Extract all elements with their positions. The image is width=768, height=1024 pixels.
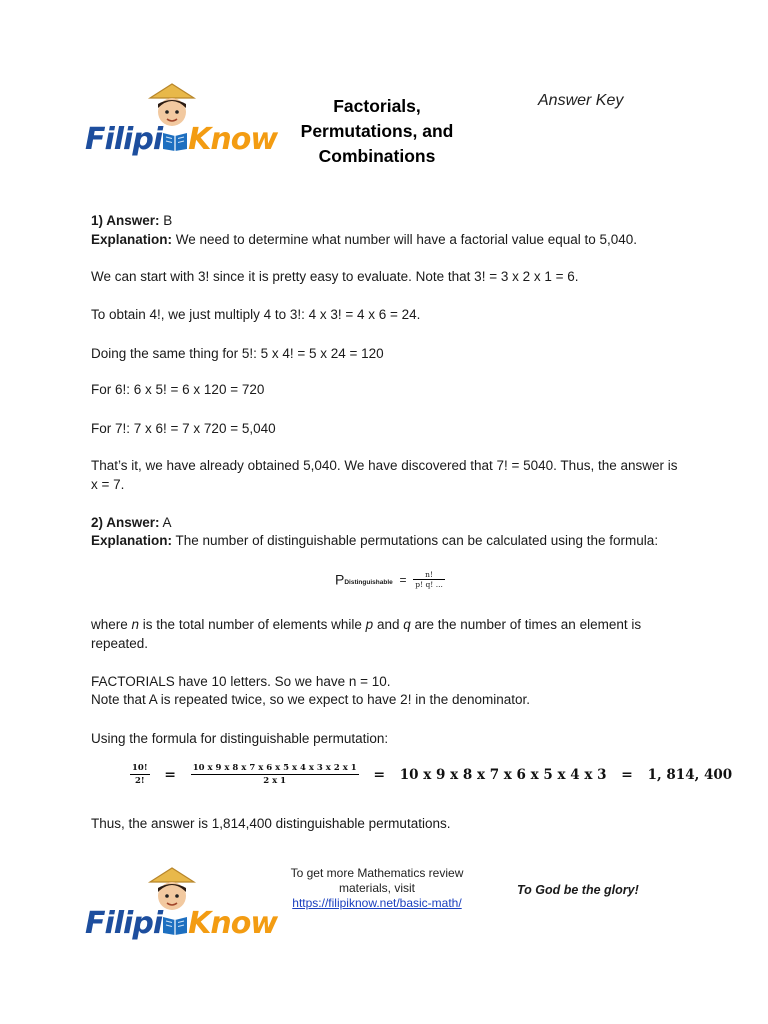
q1-paragraph-2: To obtain 4!, we just multiply 4 to 3!: 4 x 3! = 4 x 6 = 24. — [91, 307, 421, 322]
big-numerator-1: 10! — [132, 763, 148, 773]
q2-explanation — [91, 531, 691, 550]
title-line-2: Permutations, and — [300, 121, 454, 141]
big-equals-1: = — [164, 766, 176, 783]
q1-answer-value: B — [163, 213, 173, 228]
formula-numerator: n! — [413, 570, 445, 580]
q2-where-text — [91, 615, 681, 653]
q1-answer — [91, 211, 691, 230]
q1-explanation — [91, 230, 691, 249]
big-numerator-2: 10 x 9 x 8 x 7 x 6 x 5 x 4 x 3 x 2 x 1 — [192, 763, 357, 773]
q2-conclusion: Thus, the answer is 1,814,400 distinguishable permutations. — [91, 816, 451, 831]
where-text-2: is the total number of elements while — [139, 617, 366, 632]
big-result: 1, 814, 400 — [647, 766, 733, 783]
formula-equals: = — [399, 572, 407, 587]
formula-denominator: p! q! ... — [415, 580, 443, 589]
q1-paragraph-4: For 6!: 6 x 5! = 6 x 120 = 720 — [91, 382, 265, 397]
q1-explanation-label: Explanation: — [91, 232, 173, 247]
big-equals-2: = — [373, 766, 386, 783]
logo-text-1: Filipi — [85, 122, 163, 157]
big-fraction-2 — [191, 763, 359, 786]
q2-paragraph-3: Using the formula for distinguishable permutation: — [91, 731, 389, 746]
book-icon — [162, 129, 188, 151]
where-text-3: and — [373, 617, 404, 632]
big-equals-3: = — [621, 766, 633, 783]
footer-logo — [85, 866, 278, 961]
where-var-q: q — [403, 617, 411, 632]
q2-answer — [91, 513, 691, 532]
q1-explanation-text: We need to determine what number will have a factorial value equal to 5,040. — [175, 232, 638, 247]
book-icon — [162, 913, 188, 935]
q1-paragraph-6: That’s it, we have already obtained 5,040. We have discovered that 7! = 5040. Thus, the answer is x = 7. — [91, 458, 678, 492]
formula-subscript: Distinguishable — [344, 579, 393, 586]
footer-logo-text-2: Know — [188, 906, 278, 941]
where-var-n: n — [131, 617, 140, 632]
q1-paragraph-3: Doing the same thing for 5!: 5 x 4! = 5 x 24 = 120 — [91, 346, 384, 361]
big-formula — [130, 763, 732, 786]
q1-answer-label: 1) Answer: — [91, 213, 160, 228]
where-text-1: where — [91, 617, 132, 632]
q2-explanation-label: Explanation: — [91, 533, 173, 548]
q1-paragraph-5: For 7!: 7 x 6! = 7 x 720 = 5,040 — [91, 421, 276, 436]
big-denominator-2: 2 x 1 — [263, 776, 287, 786]
footer-glory: To God be the glory! — [517, 883, 639, 897]
big-expression: 10 x 9 x 8 x 7 x 6 x 5 x 4 x 3 — [399, 766, 607, 783]
where-var-p: p — [365, 617, 374, 632]
footer-text — [277, 866, 477, 911]
big-fraction-1 — [130, 763, 150, 786]
footer-link[interactable]: https://filipiknow.net/basic-math/ — [292, 896, 462, 910]
q2-paragraph-1: FACTORIALS have 10 letters. So we have n = 10. — [91, 674, 391, 689]
where-text-4: are the number of times an element is repeated. — [91, 617, 642, 651]
q2-answer-value: A — [162, 515, 172, 530]
footer-line-1: To get more Mathematics review materials, visit — [290, 866, 464, 895]
logo-text-2: Know — [188, 122, 278, 157]
page-title — [277, 94, 477, 169]
footer-logo-text-1: Filipi — [85, 906, 163, 941]
filipiknow-logo — [85, 82, 278, 177]
distinguishable-permutation-formula — [335, 570, 445, 596]
answer-key-label: Answer Key — [538, 92, 624, 109]
q2-explanation-text: The number of distinguishable permutations can be calculated using the formula: — [175, 533, 659, 548]
q2-answer-label: 2) Answer: — [91, 515, 160, 530]
title-line-1: Factorials, — [333, 96, 421, 116]
q1-paragraph-1: We can start with 3! since it is pretty easy to evaluate. Note that 3! = 3 x 2 x 1 = 6. — [91, 269, 579, 284]
big-denominator-1: 2! — [134, 776, 145, 786]
formula-fraction — [413, 570, 445, 589]
title-line-3: Combinations — [318, 146, 436, 166]
q2-paragraph-2: Note that A is repeated twice, so we expect to have 2! in the denominator. — [91, 692, 531, 707]
formula-p: P — [335, 571, 345, 588]
